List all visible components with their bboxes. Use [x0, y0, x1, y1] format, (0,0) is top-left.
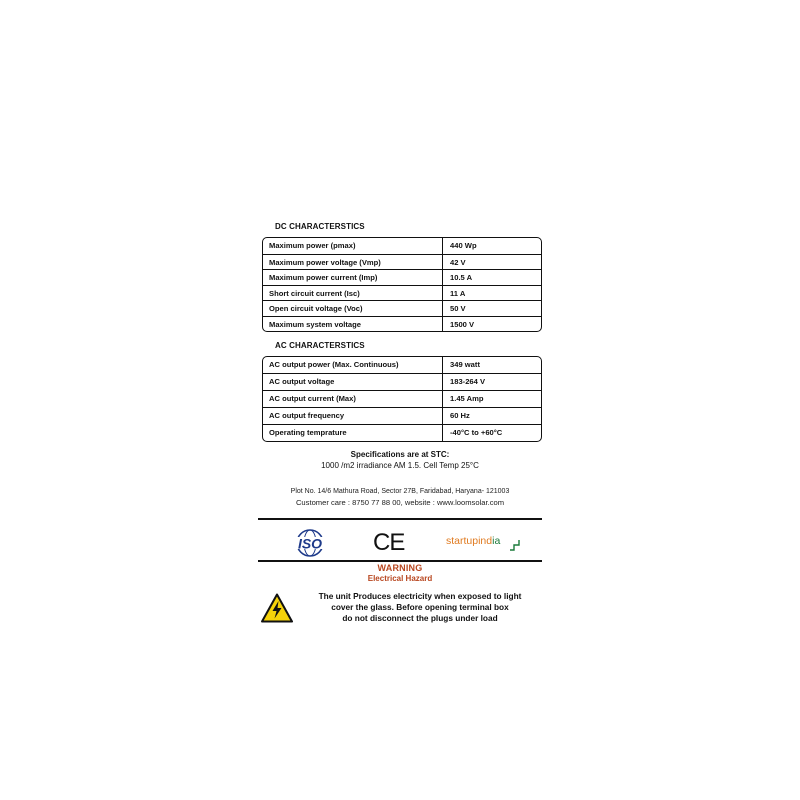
ac-spec-table [262, 356, 542, 442]
spec-label: Maximum power voltage (Vmp) [263, 255, 443, 269]
company-address: Plot No. 14/6 Mathura Road, Sector 27B, Faridabad, Haryana- 121003 [290, 488, 510, 495]
table-row [263, 285, 541, 300]
warning-line: cover the glass. Before opening terminal box [331, 602, 509, 612]
warning-title: WARNING [377, 563, 423, 573]
spec-label: Short circuit current (Isc) [263, 286, 443, 300]
table-row [263, 238, 541, 254]
iso-logo-text: ISO [297, 535, 323, 552]
spec-value: 1500 V [450, 319, 475, 329]
customer-care: Customer care : 8750 77 88 00, website : www.loomsolar.com [295, 498, 505, 507]
spec-value: 11 A [450, 288, 466, 298]
dc-spec-table [262, 237, 542, 332]
certification-logos [255, 523, 545, 563]
startup-india-text-end: ia [492, 535, 501, 547]
table-row [263, 407, 541, 424]
dc-section-title: DC CHARACTERSTICS [275, 222, 365, 231]
spec-value: 183-264 V [450, 377, 486, 386]
spec-value: 10.5 A [450, 273, 473, 283]
divider [258, 560, 542, 562]
table-row [263, 373, 541, 390]
table-row [263, 424, 541, 441]
table-row [263, 357, 541, 373]
warning-message [295, 591, 545, 624]
spec-label: AC output voltage [263, 374, 443, 390]
spec-label: Maximum system voltage [263, 317, 443, 331]
stc-detail: 1000 /m2 irradiance AM 1.5. Cell Temp 25°C [321, 461, 479, 470]
startup-india-arrow-icon [509, 539, 521, 551]
warning-subtitle: Electrical Hazard [367, 574, 433, 583]
spec-value: 50 V [450, 304, 466, 314]
spec-label: AC output frequency [263, 408, 443, 424]
table-row [263, 300, 541, 315]
table-row [263, 269, 541, 284]
spec-value: 60 Hz [450, 411, 470, 420]
table-row [263, 316, 541, 331]
startup-india-logo [446, 535, 500, 547]
table-row [263, 390, 541, 407]
spec-value: -40°C to +60°C [450, 428, 503, 437]
product-spec-label [255, 215, 545, 635]
spec-label: Maximum power (pmax) [263, 238, 443, 254]
spec-value: 1.45 Amp [450, 394, 484, 403]
table-row [263, 254, 541, 269]
ac-section-title: AC CHARACTERSTICS [275, 341, 365, 350]
spec-value: 42 V [450, 258, 466, 267]
spec-label: Maximum power current (Imp) [263, 270, 443, 284]
divider [258, 518, 542, 520]
high-voltage-warning-icon [261, 593, 293, 623]
spec-value: 349 watt [450, 360, 480, 369]
stc-title: Specifications are at STC: [350, 450, 450, 459]
spec-value: 440 Wp [450, 241, 477, 250]
warning-line: do not disconnect the plugs under load [342, 613, 498, 623]
iso-logo [287, 528, 333, 558]
spec-label: AC output current (Max) [263, 391, 443, 407]
spec-label: Open circuit voltage (Voc) [263, 301, 443, 315]
spec-label: AC output power (Max. Continuous) [263, 357, 443, 373]
ce-mark: CE [373, 529, 405, 556]
startup-india-text: startupind [446, 535, 493, 547]
warning-line: The unit Produces electricity when exposed to light [318, 591, 522, 601]
spec-label: Operating temprature [263, 425, 443, 441]
